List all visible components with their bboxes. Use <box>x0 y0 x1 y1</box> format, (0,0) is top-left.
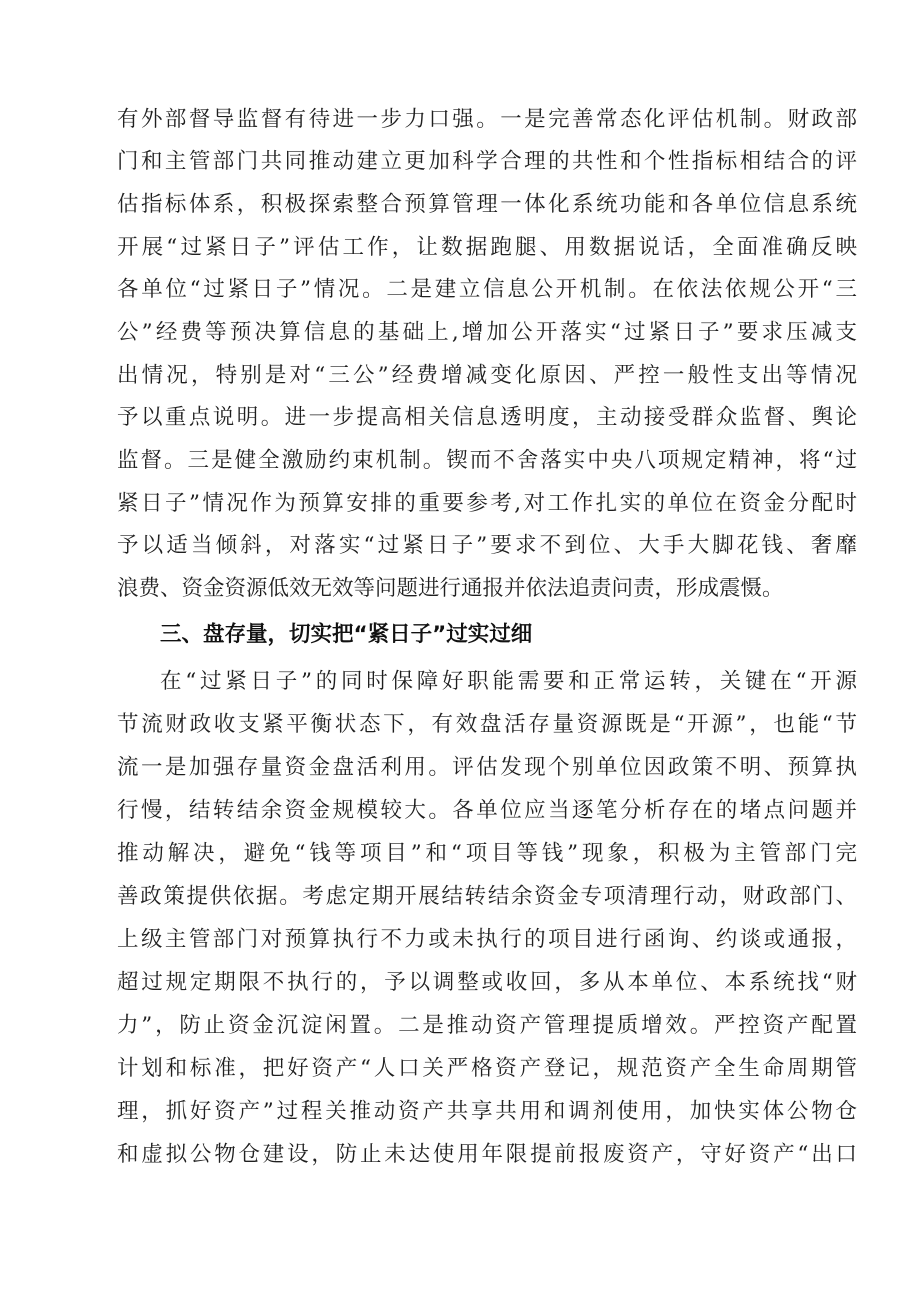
paragraph-1-line-5: 各单位“过紧日子”情况。二是建立信息公开机制。在依法依规公开“三 <box>117 277 857 302</box>
paragraph-1-line-1: 有外部督导监督有待进一步力口强。一是完善常态化评估机制。财政部 <box>117 107 857 132</box>
paragraph-1-line-12: 浪费、资金资源低效无效等问题进行通报并依法追责问责，形成震慑。 <box>117 576 784 601</box>
paragraph-1-line-4: 开展“过紧日子”评估工作，让数据跑腿、用数据说话，全面准确反映 <box>117 235 857 260</box>
paragraph-2-line-12: 和虚拟公物仓建设，防止未达使用年限提前报废资产，守好资产“出口 <box>117 1142 857 1167</box>
paragraph-1-line-7: 出情况，特别是对“三公”经费增减变化原因、严控一般性支出等情况 <box>117 363 857 388</box>
paragraph-2-line-5: 推动解决，避免“钱等项目”和“项目等钱”现象，积极为主管部门完 <box>117 841 857 866</box>
paragraph-1-line-2: 门和主管部门共同推动建立更加科学合理的共性和个性指标相结合的评 <box>117 149 857 174</box>
paragraph-1-line-11: 予以适当倾斜，对落实“过紧日子”要求不到位、大手大脚花钱、奢靡 <box>117 533 857 558</box>
paragraph-2-line-11: 理，抓好资产”过程关推动资产共享共用和调剂使用，加快实体公物仓 <box>117 1099 857 1124</box>
paragraph-1-line-3: 估指标体系，积极探索整合预算管理一体化系统功能和各单位信息系统 <box>117 192 857 217</box>
paragraph-2-line-8: 超过规定期限不执行的，予以调整或收回，多从本单位、本系统找“财 <box>117 970 857 995</box>
paragraph-2-line-2: 节流财政收支紧平衡状态下，有效盘活存量资源既是“开源”，也能“节 <box>117 712 857 737</box>
paragraph-1-line-8: 予以重点说明。进一步提高相关信息透明度，主动接受群众监督、舆论 <box>117 405 857 430</box>
section-heading: 三、盘存量，切实把“紧日子”过实过细 <box>160 622 533 647</box>
paragraph-2-line-9: 力”，防止资金沉淀闲置。二是推动资产管理提质增效。严控资产配置 <box>117 1013 857 1038</box>
paragraph-2-line-3: 流一是加强存量资金盘活利用。评估发现个别单位因政策不明、预算执 <box>117 755 857 780</box>
paragraph-2-line-6: 善政策提供依据。考虑定期开展结转结余资金专项清理行动，财政部门、 <box>117 884 857 909</box>
paragraph-1-line-9: 监督。三是健全激励约束机制。锲而不舍落实中央八项规定精神，将“过 <box>117 448 857 473</box>
paragraph-1-line-10: 紧日子”情况作为预算安排的重要参考,对工作扎实的单位在资金分配时 <box>117 491 857 516</box>
paragraph-1-line-6: 公”经费等预决算信息的基础上,增加公开落实“过紧日子”要求压减支 <box>117 320 857 345</box>
paragraph-2-line-1: 在“过紧日子”的同时保障好职能需要和正常运转，关键在“开源 <box>160 669 857 694</box>
paragraph-2-line-7: 上级主管部门对预算执行不力或未执行的项目进行函询、约谈或通报， <box>117 927 857 952</box>
paragraph-2-line-10: 计划和标准，把好资产“人口关严格资产登记，规范资产全生命周期管 <box>117 1056 857 1081</box>
paragraph-2-line-4: 行慢，结转结余资金规模较大。各单位应当逐笔分析存在的堵点问题并 <box>117 798 857 823</box>
